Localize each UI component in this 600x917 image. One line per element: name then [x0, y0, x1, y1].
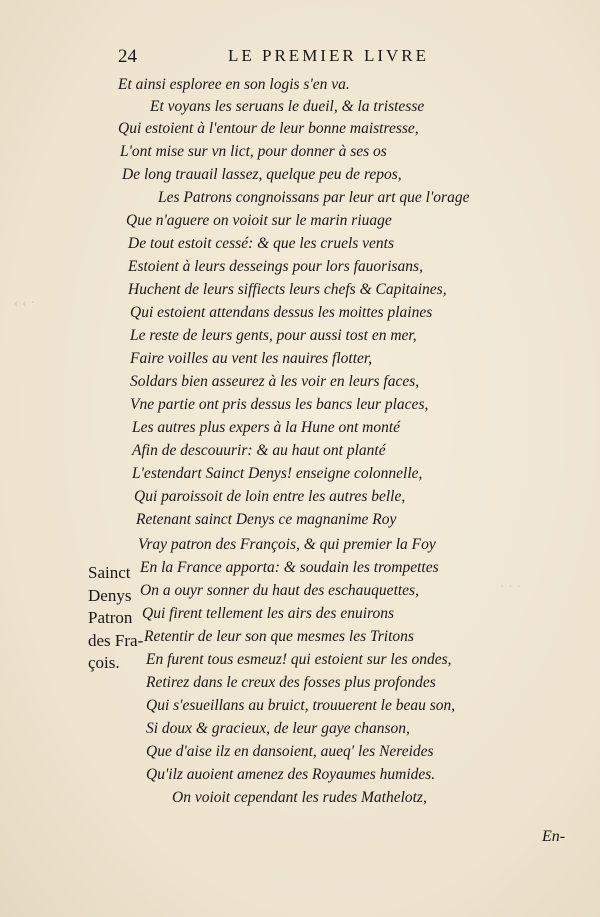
verse-line: On a ouyr sonner du haut des eschauquettes, [140, 582, 419, 599]
verse-line: En la France apporta: & soudain les trompettes [140, 559, 439, 576]
verse-line: Et ainsi esploree en son logis s'en va. [118, 76, 350, 93]
verse-line: L'estendart Sainct Denys! enseigne colonnelle, [132, 465, 423, 482]
verse-line: Le reste de leurs gents, pour aussi tost en mer, [130, 327, 417, 344]
verse-line: De long trauail lassez, quelque peu de repos, [122, 166, 402, 183]
verse-line: Et voyans les seruans le dueil, & la tristesse [150, 98, 425, 115]
verse-line: Vne partie ont pris dessus les bancs leur places, [130, 396, 429, 413]
verse-line: Qu'ilz auoient amenez des Royaumes humides. [146, 766, 436, 783]
verse-line: Retentir de leur son que mesmes les Tritons [144, 628, 414, 645]
running-title: LE PREMIER LIVRE [228, 46, 429, 65]
margin-note-line: çois. [88, 653, 120, 672]
verse-line: L'ont mise sur vn lict, pour donner à ses os [120, 143, 387, 160]
verse-line: Estoient à leurs desseings pour lors fauorisans, [128, 258, 423, 275]
verse-line: Qui firent tellement les airs des enuirons [142, 605, 394, 622]
verse-line: Les autres plus expers à la Hune ont monté [132, 419, 401, 436]
verse-line: Vray patron des François, & qui premier la Foy [138, 536, 436, 553]
verse-line: En furent tous esmeuz! qui estoient sur les ondes, [146, 651, 452, 668]
verse-line: De tout estoit cessé: & que les cruels vents [128, 235, 395, 252]
verse-line: Retenant sainct Denys ce magnanime Roy [136, 511, 397, 528]
verse-line: Si doux & gracieux, de leur gaye chanson, [146, 720, 410, 737]
show-through-marks: ‹ ‹ · [14, 296, 35, 311]
show-through-marks: · · · [500, 580, 521, 595]
verse-line: On voioit cependant les rudes Mathelotz, [172, 789, 427, 806]
verse-line: Afin de descouurir: & au haut ont planté [132, 442, 386, 459]
verse-line: Qui paroissoit de loin entre les autres belle, [134, 488, 406, 505]
verse-line: Faire voilles au vent les nauires flotter, [130, 350, 373, 367]
page-number: 24 [118, 46, 137, 67]
verse-line: Huchent de leurs siffiects leurs chefs & Capitaines, [128, 281, 447, 298]
margin-note-line: Sainct [88, 563, 131, 582]
verse-line: Les Patrons congnoissans par leur art que l'orage [158, 189, 470, 206]
verse-line: Qui s'esueillans au bruict, trouuerent le beau son, [146, 697, 456, 714]
verse-line: Que d'aise ilz en dansoient, aueq' les Nereides [146, 743, 434, 760]
verse-line: Soldars bien asseurez à les voir en leurs faces, [130, 373, 420, 390]
verse-line: Qui estoient attendans dessus les moittes plaines [130, 304, 433, 321]
margin-note [88, 562, 144, 675]
margin-note-line: des Fra- [88, 630, 144, 650]
margin-note-line: Denys [88, 585, 132, 605]
verse-line: Qui estoient à l'entour de leur bonne maistresse, [118, 120, 419, 137]
margin-note-line: Patron [88, 608, 133, 627]
page-header [0, 44, 600, 70]
catchword: En- [542, 828, 566, 845]
verse-line: Retirez dans le creux des fosses plus profondes [146, 674, 436, 691]
verse-line: Que n'aguere on voioit sur le marin riuage [126, 212, 392, 229]
